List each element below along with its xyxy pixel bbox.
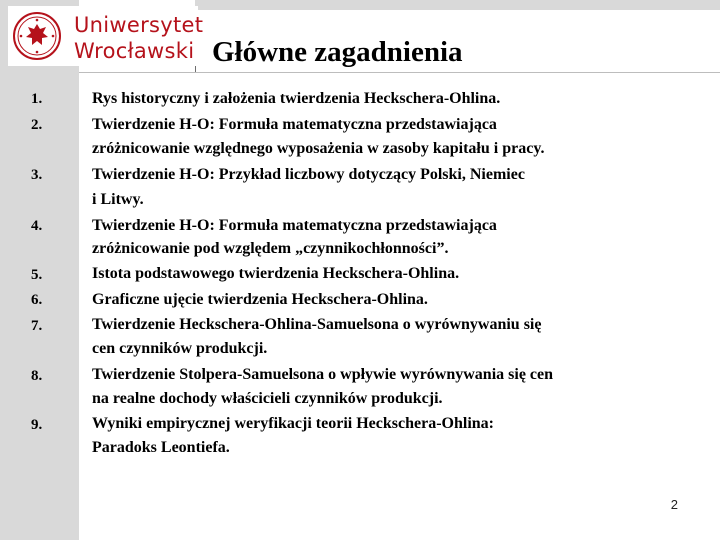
university-logo (8, 6, 204, 66)
item-text: Graficzne ujęcie twierdzenia Heckschera-Ohlina. (92, 291, 428, 308)
university-crest-icon (12, 11, 62, 61)
item-number: 2. (31, 117, 43, 133)
item-text: Paradoks Leontiefa. (92, 439, 230, 456)
item-text: Twierdzenie H-O: Formuła matematyczna przedstawiająca (92, 217, 497, 234)
item-text: na realne dochody właścicieli czynników produkcji. (92, 390, 443, 407)
item-number: 3. (31, 167, 43, 183)
item-text: Twierdzenie H-O: Formuła matematyczna przedstawiająca (92, 116, 497, 133)
item-text: cen czynników produkcji. (92, 340, 268, 357)
slide-title: Główne zagadnienia (212, 36, 463, 68)
item-text: Twierdzenie Heckschera-Ohlina-Samuelsona o wyrównywaniu się (92, 316, 542, 333)
item-text: zróżnicowanie względnego wyposażenia w zasoby kapitału i pracy. (92, 140, 545, 157)
logo-text-line2: Wrocławski (74, 39, 195, 63)
item-number: 1. (31, 91, 43, 107)
top-decorative-band (195, 0, 720, 10)
item-number: 6. (31, 292, 43, 308)
page-number: 2 (670, 497, 678, 512)
item-number: 5. (31, 267, 43, 283)
item-text: Twierdzenie H-O: Przykład liczbowy dotyczący Polski, Niemiec (92, 166, 525, 183)
item-number: 8. (31, 368, 43, 384)
item-text: Wyniki empirycznej weryfikacji teorii Heckschera-Ohlina: (92, 415, 494, 432)
item-text: Istota podstawowego twierdzenia Heckschera-Ohlina. (92, 265, 460, 282)
item-number: 4. (31, 218, 43, 234)
item-text: Twierdzenie Stolpera-Samuelsona o wpływie wyrównywania się cen (92, 366, 554, 383)
item-number: 7. (31, 318, 43, 334)
item-number: 9. (31, 417, 43, 433)
item-text: Rys historyczny i założenia twierdzenia Heckschera-Ohlina. (92, 90, 501, 107)
header-divider (79, 72, 720, 73)
item-text: zróżnicowanie pod względem „czynnikochłonności”. (92, 240, 449, 257)
logo-text-line1: Uniwersytet (74, 13, 204, 37)
item-text: i Litwy. (92, 191, 144, 208)
